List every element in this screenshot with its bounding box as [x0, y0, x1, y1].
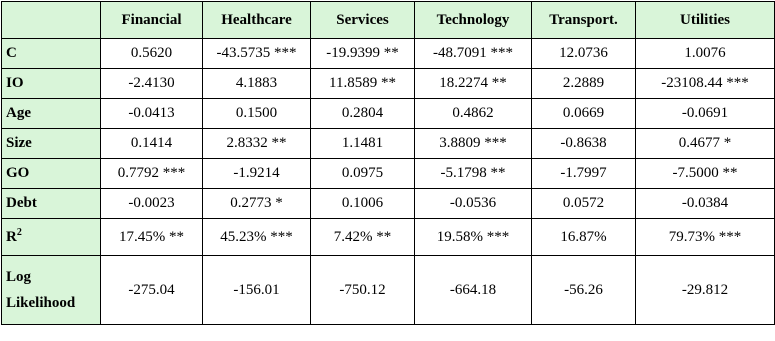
table-cell: -664.18: [415, 256, 532, 325]
header-corner: [2, 2, 101, 39]
header-financial: Financial: [101, 2, 203, 39]
table-cell: 1.1481: [311, 129, 415, 159]
table-cell: 0.4862: [415, 99, 532, 129]
table-row: [2, 99, 775, 129]
table-cell: 7.42% **: [311, 219, 415, 256]
table-cell: -1.9214: [203, 159, 311, 189]
table-cell: -0.0536: [415, 189, 532, 219]
header-row: [2, 2, 775, 39]
row-label: Debt: [2, 189, 101, 219]
table-cell: 0.1414: [101, 129, 203, 159]
table-cell: -7.5000 **: [636, 159, 775, 189]
table-cell: -19.9399 **: [311, 39, 415, 69]
table-cell: 79.73% ***: [636, 219, 775, 256]
table-cell: 17.45% **: [101, 219, 203, 256]
row-label: GO: [2, 159, 101, 189]
table-row: [2, 129, 775, 159]
table-cell: -5.1798 **: [415, 159, 532, 189]
table-cell: 11.8589 **: [311, 69, 415, 99]
header-healthcare: Healthcare: [203, 2, 311, 39]
table-cell: -48.7091 ***: [415, 39, 532, 69]
table-cell: 0.0669: [532, 99, 636, 129]
row-label: IO: [2, 69, 101, 99]
table-cell: 12.0736: [532, 39, 636, 69]
table-cell: 1.0076: [636, 39, 775, 69]
row-label-r-squared: [2, 219, 101, 256]
r-squared-row: [2, 219, 775, 256]
table-cell: -0.0691: [636, 99, 775, 129]
header-services: Services: [311, 2, 415, 39]
log-label: Log: [6, 269, 32, 285]
table-cell: 4.1883: [203, 69, 311, 99]
table-cell: -2.4130: [101, 69, 203, 99]
header-technology: Technology: [415, 2, 532, 39]
table-cell: 0.2773 *: [203, 189, 311, 219]
log-likelihood-row: [2, 256, 775, 325]
table-cell: 16.87%: [532, 219, 636, 256]
table-cell: 0.1006: [311, 189, 415, 219]
row-label: Age: [2, 99, 101, 129]
row-label: C: [2, 39, 101, 69]
header-utilities: Utilities: [636, 2, 775, 39]
table-cell: -750.12: [311, 256, 415, 325]
table-cell: 18.2274 **: [415, 69, 532, 99]
table-cell: -0.0023: [101, 189, 203, 219]
table-cell: -23108.44 ***: [636, 69, 775, 99]
table-row: [2, 39, 775, 69]
header-transport: Transport.: [532, 2, 636, 39]
table-cell: 0.7792 ***: [101, 159, 203, 189]
table-cell: -0.0384: [636, 189, 775, 219]
r-squared-superscript: 2: [16, 226, 22, 238]
table-cell: -0.8638: [532, 129, 636, 159]
table-cell: 0.0572: [532, 189, 636, 219]
table-cell: 2.8332 **: [203, 129, 311, 159]
table-cell: 0.2804: [311, 99, 415, 129]
table-cell: -43.5735 ***: [203, 39, 311, 69]
table-cell: 3.8809 ***: [415, 129, 532, 159]
table-cell: -1.7997: [532, 159, 636, 189]
table-cell: -0.0413: [101, 99, 203, 129]
likelihood-label: Likelihood: [6, 295, 76, 311]
row-label: Size: [2, 129, 101, 159]
table-cell: 19.58% ***: [415, 219, 532, 256]
table-cell: -275.04: [101, 256, 203, 325]
table-cell: 0.1500: [203, 99, 311, 129]
table-cell: -29.812: [636, 256, 775, 325]
table-cell: -156.01: [203, 256, 311, 325]
row-label-log-likelihood: [2, 256, 101, 325]
table-cell: 45.23% ***: [203, 219, 311, 256]
table-cell: -56.26: [532, 256, 636, 325]
table-cell: 2.2889: [532, 69, 636, 99]
table-cell: 0.4677 *: [636, 129, 775, 159]
regression-table: [1, 1, 775, 325]
table-cell: 0.5620: [101, 39, 203, 69]
table-row: [2, 159, 775, 189]
table-row: [2, 189, 775, 219]
table-cell: 0.0975: [311, 159, 415, 189]
r-squared-label: R: [6, 228, 17, 245]
table-row: [2, 69, 775, 99]
